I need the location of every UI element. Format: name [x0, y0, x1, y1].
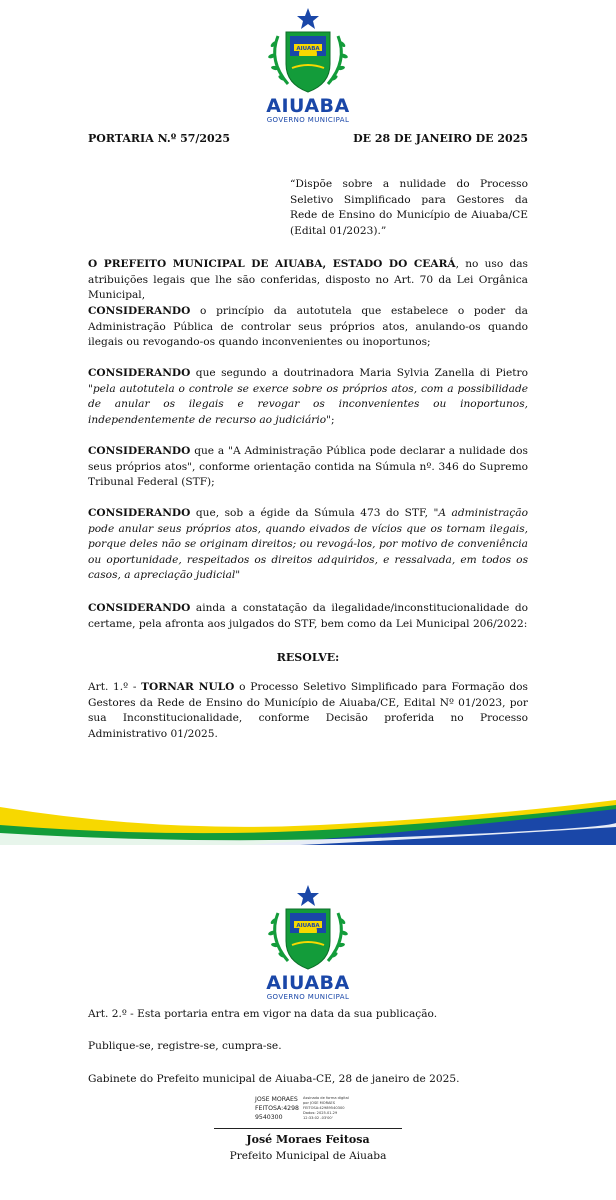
logo-name: AIUABA: [266, 972, 350, 994]
place-and-date: Gabinete do Prefeito municipal de Aiuaba-CE, 28 de janeiro de 2025.: [88, 1073, 460, 1085]
coat-of-arms-icon: [258, 6, 358, 96]
considerando-quote: pela autotutela o controle se exerce sobre os próprios atos, com a possibilidade de anular os ilegais e revogar os inconvenientes ou inoportunos, independentemente de recurso ao judiciário: [88, 382, 528, 426]
considerando-1: [88, 304, 528, 351]
considerando-tail: ";: [326, 413, 335, 426]
footer-flag-waves: [0, 795, 616, 845]
document-header: [88, 132, 528, 145]
digital-signature-details: Assinado de forma digital por JOSE MORAES FEITOSA:42989540300 Dados: 2025.01.29 12:33:02 -03'00': [303, 1096, 349, 1120]
considerando-label: CONSIDERANDO: [88, 305, 191, 317]
municipal-logo: [258, 883, 358, 1001]
signer-role: Prefeito Municipal de Aiuaba: [229, 1150, 387, 1162]
article-1-text: o Processo Seletivo Simplificado para Formação dos Gestores da Rede de Ensino do Município de Aiuaba/CE, Edital Nº 01/2023, por sua Inconstitucionalidade, conforme Decisão proferida no Processo Administrativo 01/2025.: [88, 681, 528, 740]
article-1-action: TORNAR NULO: [141, 681, 235, 693]
considerando-3: [88, 444, 528, 491]
article-1-prefix: Art. 1.º -: [88, 681, 142, 693]
considerando-label: CONSIDERANDO: [88, 367, 191, 379]
considerando-2: [88, 366, 528, 428]
article-2: Art. 2.º - Esta portaria entra em vigor na data da sua publicação.: [88, 1008, 438, 1020]
logo-subtitle: GOVERNO MUNICIPAL: [266, 116, 350, 124]
considerando-text: ainda a constatação da ilegalidade/inconstitucionalidade do certame, pela afronta aos julgados do STF, bem como da Lei Municipal 206/2022:: [88, 602, 528, 630]
digital-signature-name: JOSE MORAES FEITOSA:4298 9540300: [255, 1096, 299, 1121]
preamble: [88, 257, 528, 304]
considerando-text: que segundo a doutrinadora Maria Sylvia Zanella di Pietro ": [88, 367, 528, 395]
preamble-rest: , no uso das atribuições legais que lhe são conferidas, disposto no Art. 70 da Lei Orgânica Municipal,: [88, 258, 528, 301]
logo-name: AIUABA: [266, 95, 350, 117]
considerando-5: [88, 601, 528, 632]
shield-label: AIUABA: [296, 923, 320, 929]
considerando-label: CONSIDERANDO: [88, 507, 191, 519]
preamble-lead: O PREFEITO MUNICIPAL DE AIUABA, ESTADO DO CEARÁ: [88, 258, 456, 270]
considerando-text: o princípio da autotutela que estabelece o poder da Administração Pública de controlar seus próprios atos, anulando-os quando ilegais ou revogando-os quando inconvenientes ou inoportunos;: [88, 305, 528, 348]
coat-of-arms-icon: [258, 883, 358, 973]
considerando-text: que, sob a égide da Súmula 473 do STF, ": [190, 507, 439, 519]
considerando-text: que a "A Administração Pública pode declarar a nulidade dos seus próprios atos", conforme orientação contida na Súmula nº. 346 do Supremo Tribunal Federal (STF);: [88, 445, 528, 488]
shield-label: AIUABA: [296, 46, 320, 52]
article-1: [88, 680, 528, 742]
portaria-number: PORTARIA N.º 57/2025: [88, 132, 231, 145]
portaria-date: DE 28 DE JANEIRO DE 2025: [353, 132, 528, 145]
digital-signature-stamp: [255, 1095, 375, 1131]
considerando-tail: ": [235, 569, 241, 581]
ementa: “Dispõe sobre a nulidade do Processo Seletivo Simplificado para Gestores da Rede de Ensino do Município de Aiuaba/CE (Edital 01/2023).”: [290, 178, 528, 237]
publication-order: Publique-se, registre-se, cumpra-se.: [88, 1040, 282, 1052]
considerando-quote: A administração pode anular seus próprios atos, quando eivados de vícios que os tornam ilegais, porque deles não se originam direitos; ou revogá-los, por motivo de conveniência ou oportunidade, respeitados os direitos adquiridos, e ressalvada, em todos os casos, a apreciação judicial: [88, 507, 528, 581]
logo-subtitle: GOVERNO MUNICIPAL: [266, 993, 350, 1001]
resolve-heading: RESOLVE:: [276, 651, 340, 664]
signature-line: [214, 1128, 402, 1129]
considerando-4: [88, 506, 528, 584]
signer-name: José Moraes Feitosa: [246, 1133, 370, 1146]
municipal-logo: [258, 6, 358, 124]
considerando-label: CONSIDERANDO: [88, 445, 191, 457]
considerando-label: CONSIDERANDO: [88, 602, 191, 614]
document-page-2: [0, 845, 616, 1200]
